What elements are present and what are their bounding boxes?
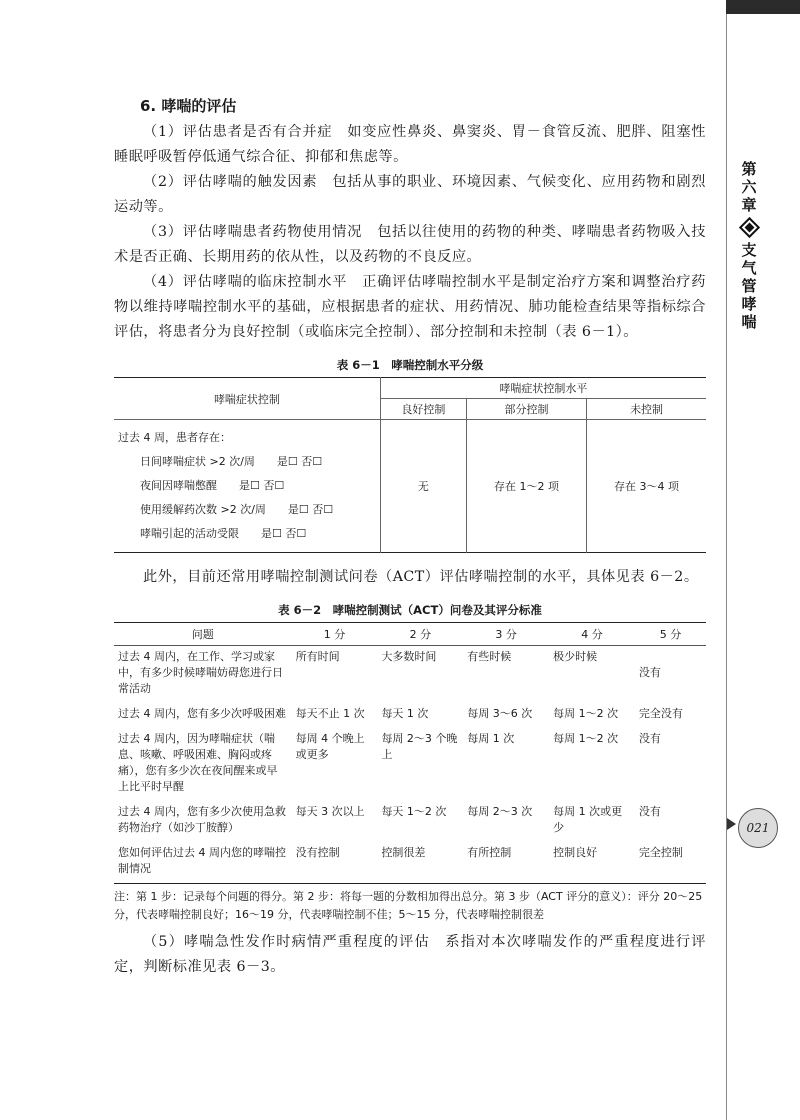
header-uncontrolled: 未控制 [587,399,706,420]
section-heading: 6. 哮喘的评估 [140,97,237,115]
table-2-title: 表 6－2 哮喘控制测试（ACT）问卷及其评分标准 [278,603,542,617]
table-row [114,801,706,842]
score-cell: 有所控制 [467,846,512,859]
chapter-label-text-char: 章 [741,196,757,214]
score-cell: 每周 1 次 [467,732,515,745]
chapter-topic-text-char: 气 [741,259,757,277]
chapter-topic-text-char: 喘 [741,313,757,331]
score-cell: 每周 3～6 次 [467,707,533,720]
score-cell: 没有 [638,732,661,745]
header-symptom: 哮喘症状控制 [114,378,380,420]
margin-line [726,0,727,1120]
score-cell: 完全控制 [638,846,683,859]
score-cell: 没有控制 [295,846,340,859]
score-cell: 每周 1～2 次 [553,707,619,720]
score-cell: 每周 4 个晚上或更多 [295,732,365,761]
score-cell: 有些时候 [467,650,512,663]
header-good-control: 良好控制 [380,399,466,420]
table-row [114,842,706,884]
header-score-4: 4 分 [549,623,635,646]
paragraph-3: （3）评估哮喘患者药物使用情况 包括以往使用的药物的种类、哮喘患者药物吸入技术是否正确、长期用药的依从性，以及药物的不良反应。 [114,224,706,265]
chapter-topic-text-char: 管 [741,277,757,295]
score-cell: 控制很差 [381,846,426,859]
question-cell: 过去 4 周内，因为哮喘症状（喘息、咳嗽、呼吸困难、胸闷或疼痛），您有多少次在夜间醒来或早上比平时早醒 [118,732,278,793]
score-cell: 极少时候 [553,650,598,663]
diamond-icon [738,217,759,238]
header-score-1: 1 分 [292,623,378,646]
paragraph-5: （5）哮喘急性发作时病情严重程度的评估 系指对本次哮喘发作的严重程度进行评定，判断标准见表 6－3。 [114,934,706,975]
score-cell: 每天不止 1 次 [295,707,365,720]
paragraph-act: 此外，目前还常用哮喘控制测试问卷（ACT）评估哮喘控制的水平，具体见表 6－2。 [143,569,699,585]
table-row [114,646,706,704]
chapter-label-text [736,160,762,214]
chapter-topic-text [736,241,762,331]
symptom-line: 使用缓解药次数 >2 次/周 是☐ 否☐ [140,503,334,516]
paragraph-2: （2）评估哮喘的触发因素 包括从事的职业、环境因素、气候变化、应用药物和剧烈运动等。 [114,174,706,215]
header-score-3: 3 分 [463,623,549,646]
value-partial-control: 存在 1～2 项 [466,420,586,553]
symptom-line: 哮喘引起的活动受限 是☐ 否☐ [140,527,307,540]
chapter-topic-text-char: 支 [741,241,757,259]
score-cell: 每天 1～2 次 [381,805,447,818]
main-content [114,94,706,980]
paragraph-4: （4）评估哮喘的临床控制水平 正确评估哮喘控制水平是制定治疗方案和调整治疗药物以维持哮喘控制水平的基础，应根据患者的症状、用药情况、肺功能检查结果等指标综合评估，将患者分为良好控制（或临床完全控制）、部分控制和未控制（表 6－1）。 [114,274,706,340]
value-good-control: 无 [380,420,466,553]
value-uncontrolled: 存在 3～4 项 [587,420,706,553]
asthma-control-level-table [114,377,706,553]
chapter-topic-text-char: 哮 [741,295,757,313]
symptom-list [114,420,380,553]
chapter-label-text-char: 六 [741,178,757,196]
header-score-5: 5 分 [635,623,706,646]
table-row [114,703,706,728]
score-cell: 没有 [638,666,661,679]
score-cell: 没有 [638,805,661,818]
score-cell: 每天 3 次以上 [295,805,365,818]
table-1-title: 表 6－1 哮喘控制水平分级 [336,358,484,372]
score-cell: 控制良好 [553,846,598,859]
header-question: 问题 [114,623,292,646]
score-cell: 每周 2～3 次 [467,805,533,818]
score-cell: 大多数时间 [381,650,437,663]
score-cell: 每周 2～3 个晚上 [381,732,458,761]
chapter-topic [736,241,762,331]
symptom-line: 夜间因哮喘憋醒 是☐ 否☐ [140,479,285,492]
page-marker-icon [727,818,736,830]
question-cell: 过去 4 周内，您有多少次使用急救药物治疗（如沙丁胺醇） [118,805,286,834]
chapter-label [736,160,762,214]
score-cell: 每周 1～2 次 [553,732,619,745]
score-cell: 完全没有 [638,707,683,720]
question-cell: 过去 4 周内，您有多少次呼吸困难 [118,707,286,720]
header-score-2: 2 分 [377,623,463,646]
act-questionnaire-table [114,622,706,884]
question-cell: 过去 4 周内，在工作、学习或家中，有多少时候哮喘妨碍您进行日常活动 [118,650,283,695]
header-level: 哮喘症状控制水平 [380,378,706,399]
header-partial-control: 部分控制 [466,399,586,420]
chapter-tab [736,160,762,331]
page-number: 021 [738,808,778,848]
score-cell: 所有时间 [295,650,340,663]
score-cell: 每周 1 次或更少 [553,805,623,834]
paragraph-1: （1）评估患者是否有合并症 如变应性鼻炎、鼻窦炎、胃－食管反流、肥胖、阻塞性睡眠呼吸暂停低通气综合征、抑郁和焦虑等。 [114,124,706,165]
score-cell: 每天 1 次 [381,707,429,720]
top-edge-bar [726,0,800,14]
symptom-line: 过去 4 周，患者存在： [118,431,231,444]
symptom-line: 日间哮喘症状 >2 次/周 是☐ 否☐ [140,455,323,468]
question-cell: 您如何评估过去 4 周内您的哮喘控制情况 [118,846,286,875]
chapter-label-text-char: 第 [741,160,757,178]
table-row [114,728,706,801]
table-2-note: 注：第 1 步：记录每个问题的得分。第 2 步：将每一题的分数相加得出总分。第 3 步（ACT 评分的意义）：评分 20～25 分，代表哮喘控制良好；16～19 分，代表哮喘控制不佳；5～15 分，代表哮喘控制很差 [114,890,703,921]
